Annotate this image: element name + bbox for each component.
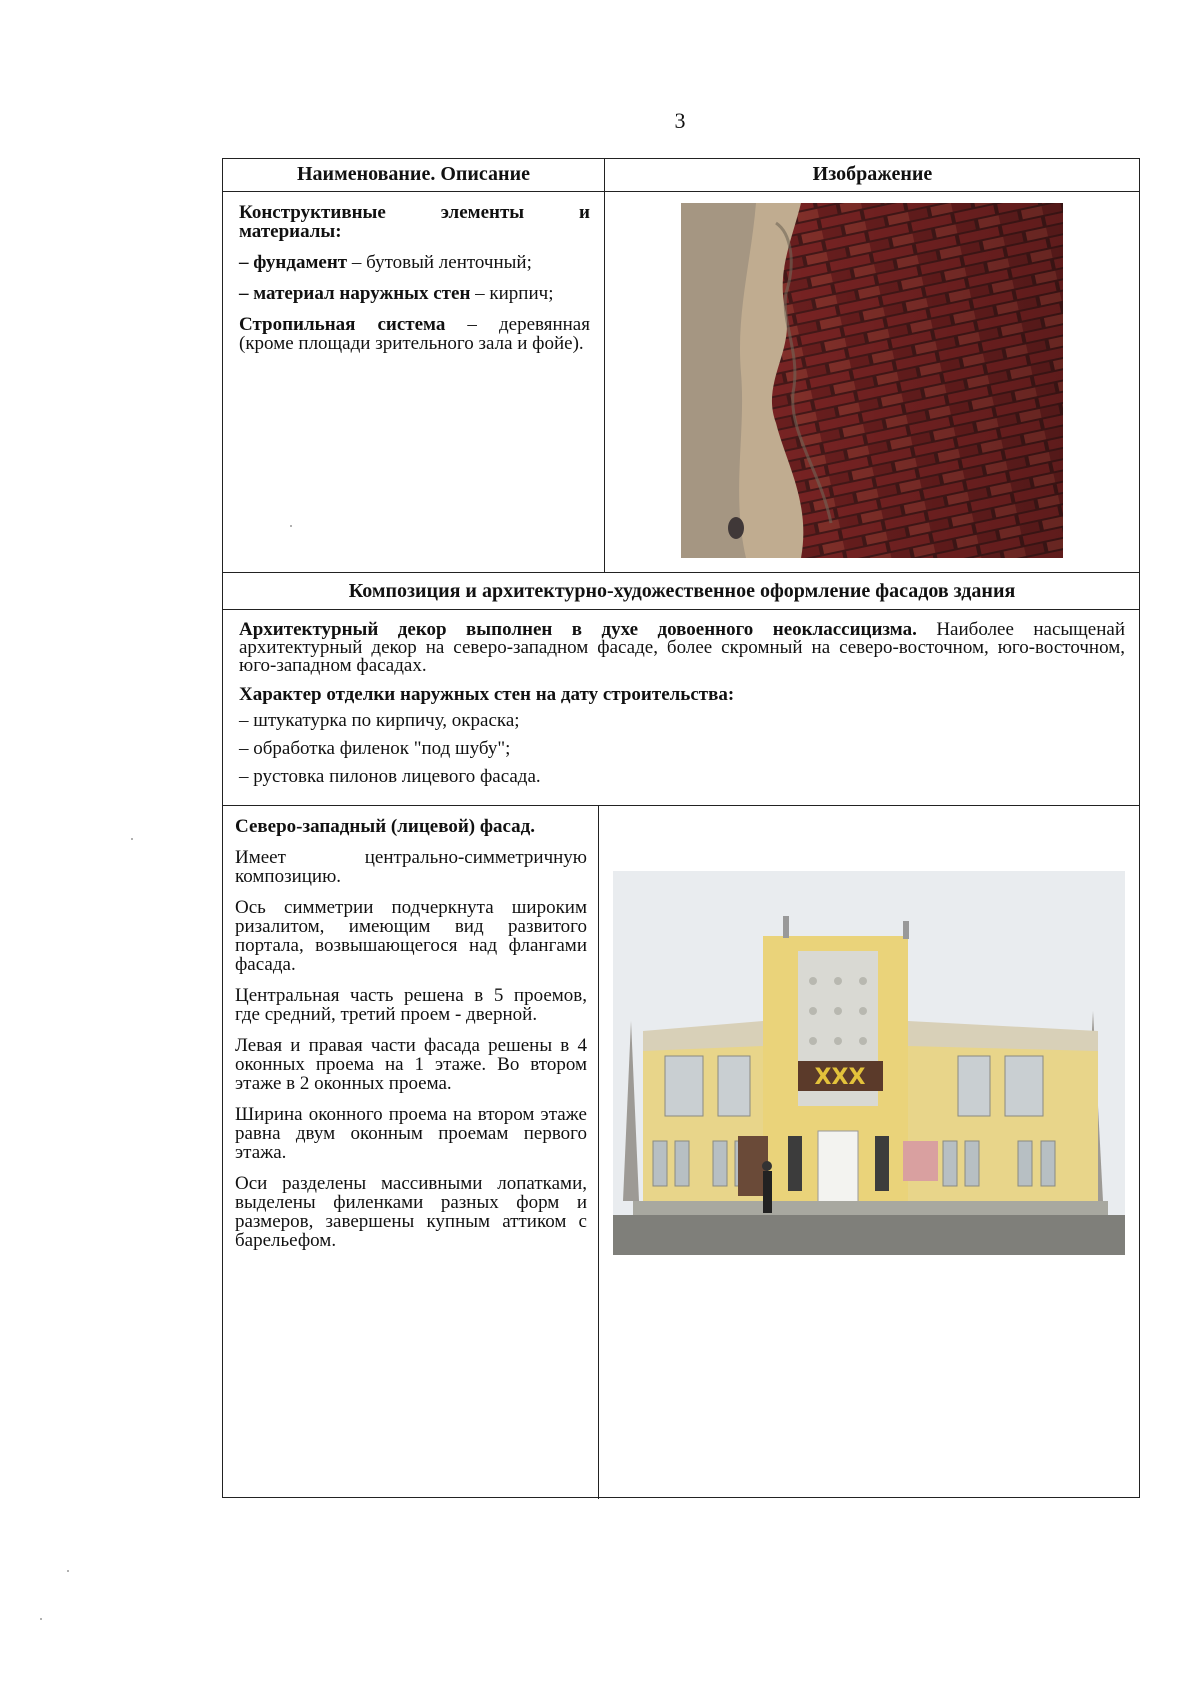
facade-section-body [239, 621, 1125, 786]
facade-paragraph: Ось симметрии подчеркнута широким ризалитом, имеющим вид развитого портала, возвышающегося над флангами фасада. [235, 897, 587, 975]
page-number: 3 [674, 108, 686, 133]
brick-wall-photo [681, 203, 1063, 558]
section-divider [223, 805, 1139, 806]
finish-item: – рустовка пилонов лицевого фасада. [239, 766, 541, 787]
brick-wall-image [681, 203, 1063, 558]
facade-paragraph: Левая и правая части фасада решены в 4 оконных проема на 1 этаже. Во втором этаже в 2 оконных проема. [235, 1035, 587, 1094]
facade-paragraph: Ширина оконного проема на втором этаже равна двум оконным проемам первого этажа. [235, 1104, 587, 1163]
scan-speck [67, 1570, 69, 1572]
facade-section-title: Композиция и архитектурно-художественное оформление фасадов здания [348, 580, 1016, 602]
finish-item: – обработка филенок "под шубу"; [239, 738, 511, 759]
finish-item: – штукатурка по кирпичу, окраска; [239, 710, 520, 731]
scan-speck [40, 1618, 42, 1620]
description-table [222, 158, 1140, 1498]
header-name: Наименование. Описание [297, 163, 530, 185]
svg-text:XXX: XXX [814, 1065, 866, 1090]
section-title-divider [223, 609, 1139, 610]
finish-heading: Характер отделки наружных стен на дату строительства: [239, 684, 735, 705]
roof-item: Стропильная система – деревянная (кроме площади зрительного зала и фойе). [239, 314, 590, 354]
facade-description [235, 817, 587, 1262]
decor-paragraph: Архитектурный декор выполнен в духе довоенного неоклассицизма. Наиболее насыщенай архитектурный декор на северо-западном фасаде, более скромный на северо-восточном, юго-восточном, юго-западном фасадах. [239, 619, 1126, 676]
foundation-item: – фундамент – бутовый ленточный; [239, 252, 532, 273]
walls-item: – материал наружных стен – кирпич; [239, 283, 554, 304]
scan-speck [131, 838, 133, 840]
construction-heading: Конструктивные элементы и материалы: [239, 202, 590, 242]
header-image: Изображение [812, 163, 933, 185]
building-facade-image [613, 871, 1125, 1255]
column-divider-top [604, 159, 605, 572]
facade-paragraph: Оси разделены массивными лопатками, выделены филенками разных форм и размеров, завершены купным аттиком с барельефом. [235, 1173, 587, 1251]
construction-description [239, 203, 590, 365]
building-facade-photo [613, 871, 1125, 1255]
facade-heading: Северо-западный (лицевой) фасад. [235, 816, 536, 837]
scan-speck [290, 525, 292, 527]
column-divider-bottom [598, 805, 599, 1499]
row1-divider [223, 572, 1139, 573]
header-divider [223, 191, 1139, 192]
facade-paragraph: Центральная часть решена в 5 проемов, где средний, третий проем - дверной. [235, 985, 587, 1025]
facade-paragraph: Имеет центрально-симметричную композицию. [235, 847, 587, 887]
